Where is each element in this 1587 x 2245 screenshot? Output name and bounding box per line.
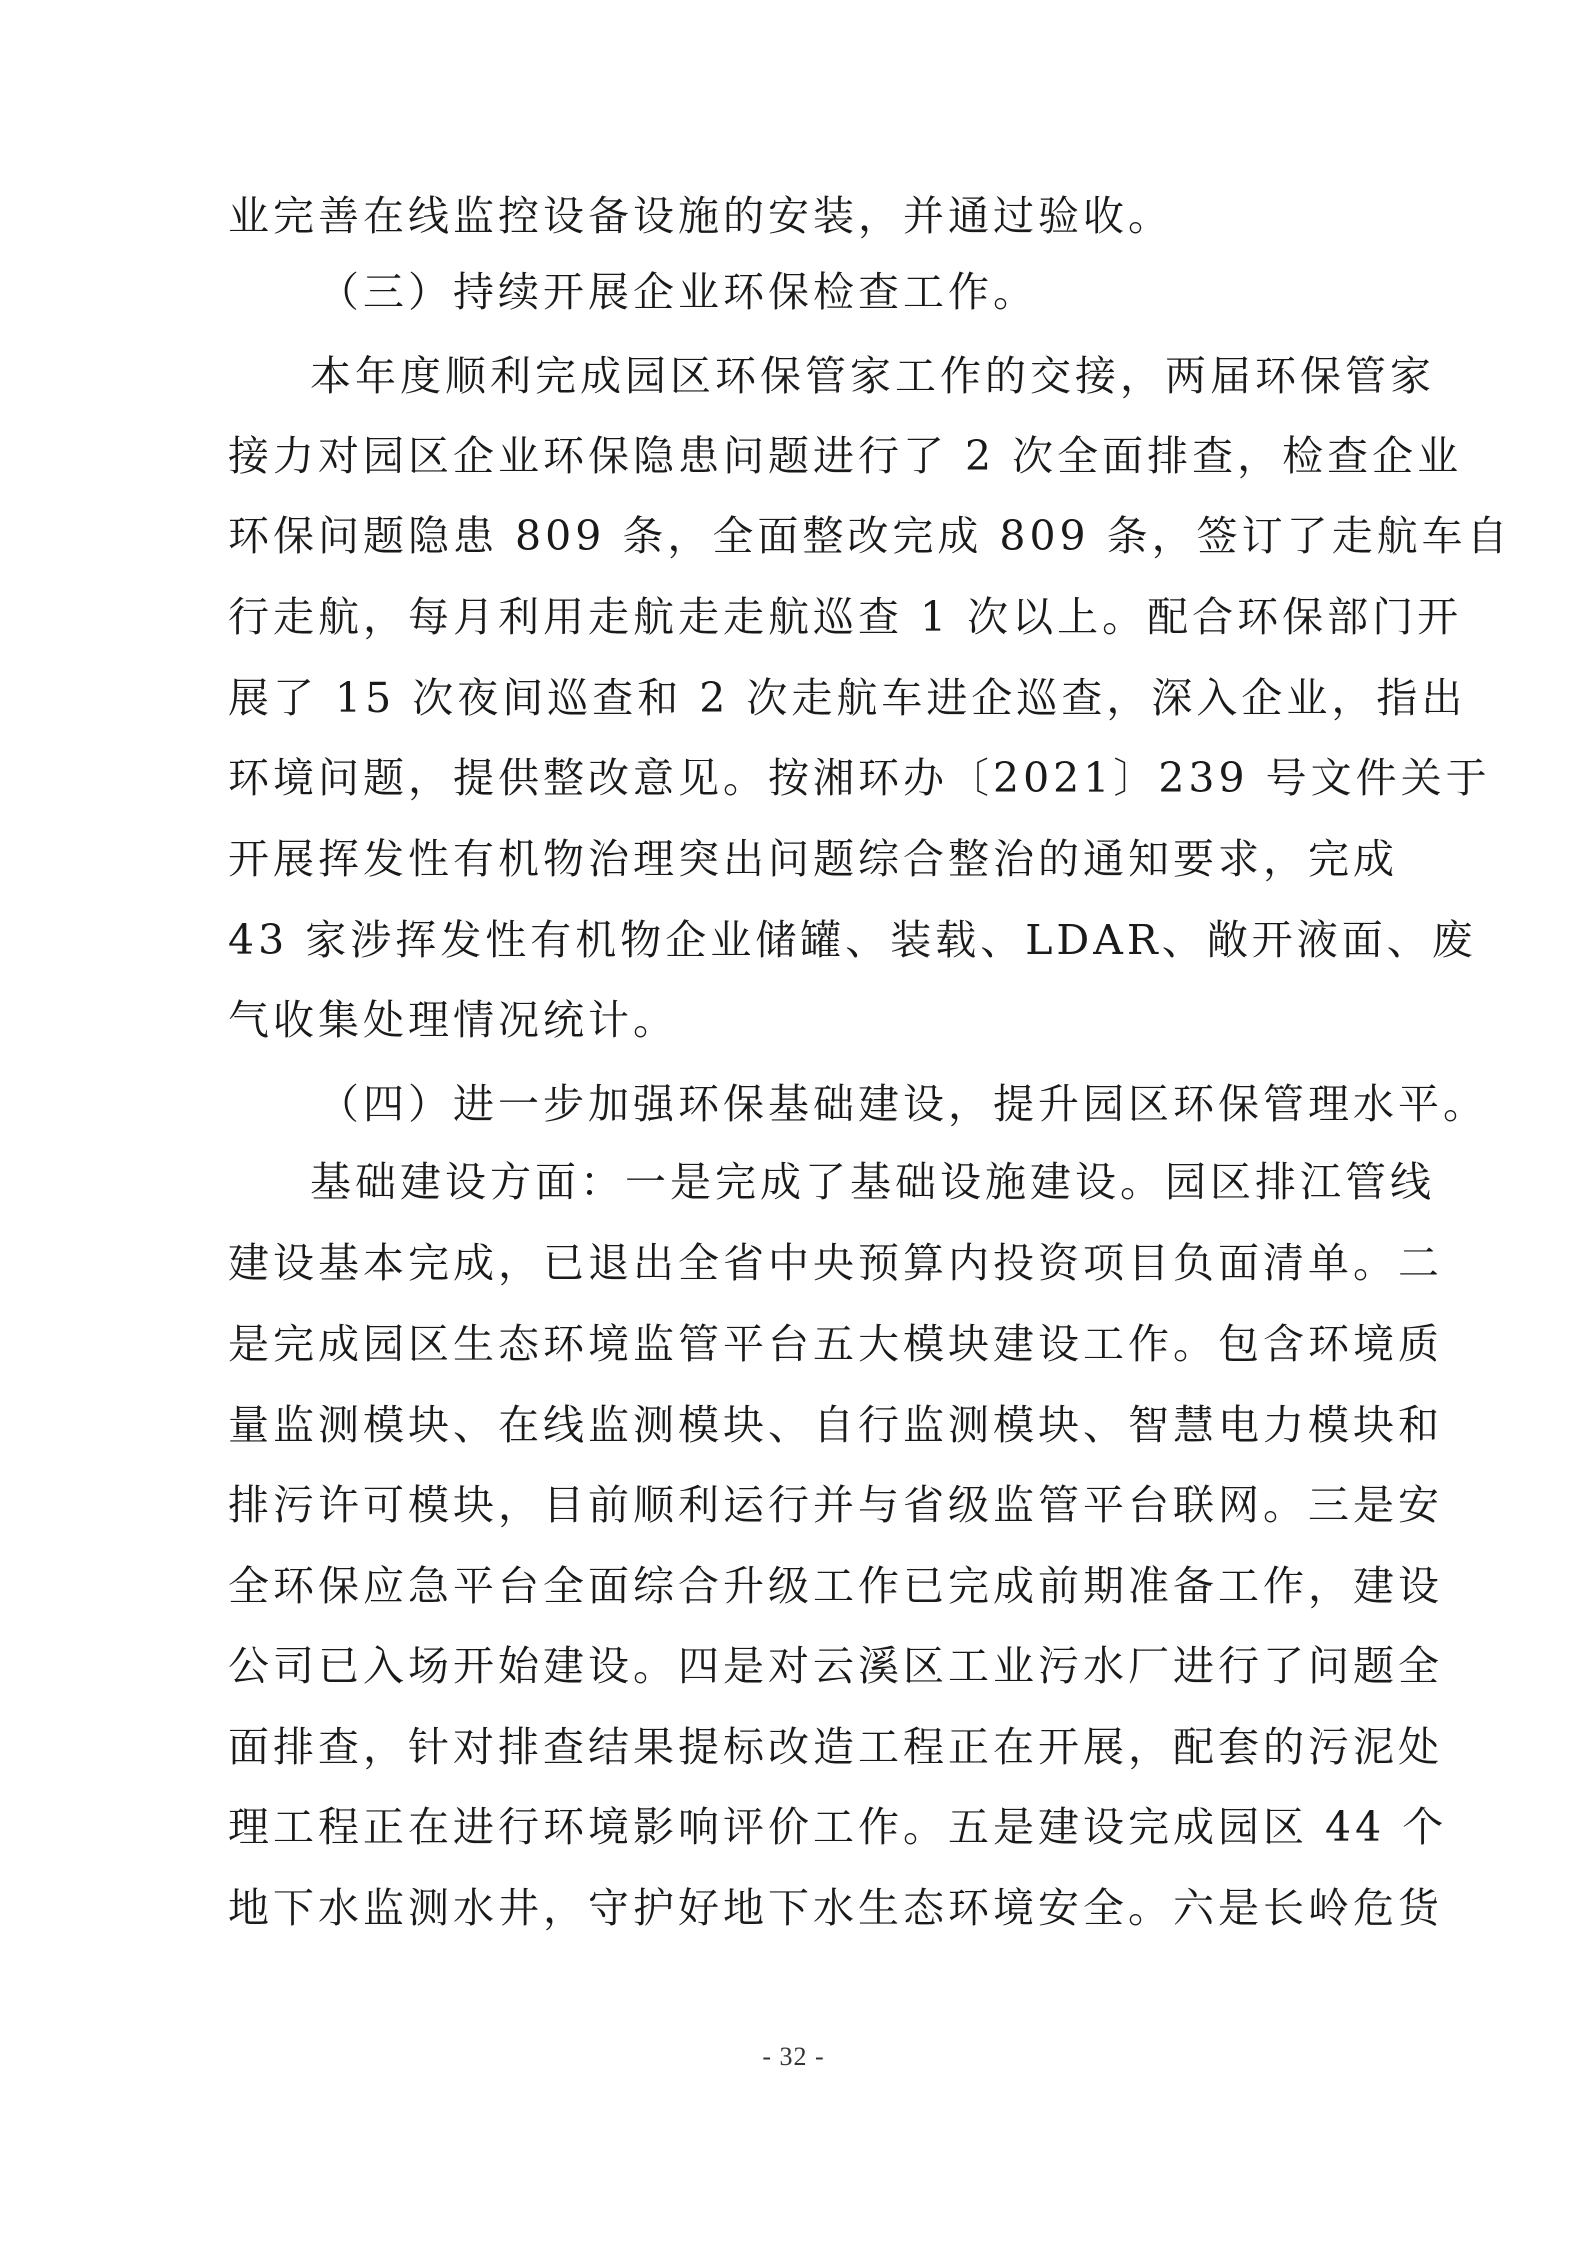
text-line-3: 本年度顺利完成园区环保管家工作的交接，两届环保管家 xyxy=(310,352,1435,400)
text-line-13: 基础建设方面：一是完成了基础设施建设。园区排江管线 xyxy=(310,1158,1435,1206)
text-line-21: 理工程正在进行环境影响评价工作。五是建设完成园区 44 个 xyxy=(228,1803,1448,1851)
page-number: - 32 - xyxy=(762,2042,825,2071)
text-line-8: 环境问题，提供整改意见。按湘环办〔2021〕239 号文件关于 xyxy=(228,754,1491,802)
text-line-9: 开展挥发性有机物治理突出问题综合整治的通知要求，完成 xyxy=(228,835,1398,883)
section-heading-4: （四）进一步加强环保基础建设，提升园区环保管理水平。 xyxy=(318,1080,1488,1128)
text-line-22: 地下水监测水井，守护好地下水生态环境安全。六是长岭危货 xyxy=(228,1884,1443,1932)
text-line-17: 排污许可模块，目前顺利运行并与省级监管平台联网。三是安 xyxy=(228,1481,1443,1529)
text-line-14: 建设基本完成，已退出全省中央预算内投资项目负面清单。二 xyxy=(228,1239,1443,1287)
text-line-7: 展了 15 次夜间巡查和 2 次走航车进企巡查，深入企业，指出 xyxy=(228,674,1467,722)
text-line-5: 环保问题隐患 809 条，全面整改完成 809 条，签订了走航车自 xyxy=(228,512,1512,560)
section-heading-3: （三）持续开展企业环保检查工作。 xyxy=(318,268,1038,316)
text-line-19: 公司已入场开始建设。四是对云溪区工业污水厂进行了问题全 xyxy=(228,1642,1443,1690)
text-line-18: 全环保应急平台全面综合升级工作已完成前期准备工作，建设 xyxy=(228,1562,1443,1610)
text-line-20: 面排查，针对排查结果提标改造工程正在开展，配套的污泥处 xyxy=(228,1723,1443,1771)
text-line-16: 量监测模块、在线监测模块、自行监测模块、智慧电力模块和 xyxy=(228,1401,1443,1449)
text-line-4: 接力对园区企业环保隐患问题进行了 2 次全面排查，检查企业 xyxy=(228,432,1463,480)
text-line-6: 行走航，每月利用走航走走航巡查 1 次以上。配合环保部门开 xyxy=(228,593,1463,641)
text-line-1: 业完善在线监控设备设施的安装，并通过验收。 xyxy=(228,192,1173,240)
text-line-11: 气收集处理情况统计。 xyxy=(228,996,678,1044)
text-line-15: 是完成园区生态环境监管平台五大模块建设工作。包含环境质 xyxy=(228,1320,1443,1368)
text-line-10: 43 家涉挥发性有机物企业储罐、装载、LDAR、敞开液面、废 xyxy=(228,916,1477,964)
